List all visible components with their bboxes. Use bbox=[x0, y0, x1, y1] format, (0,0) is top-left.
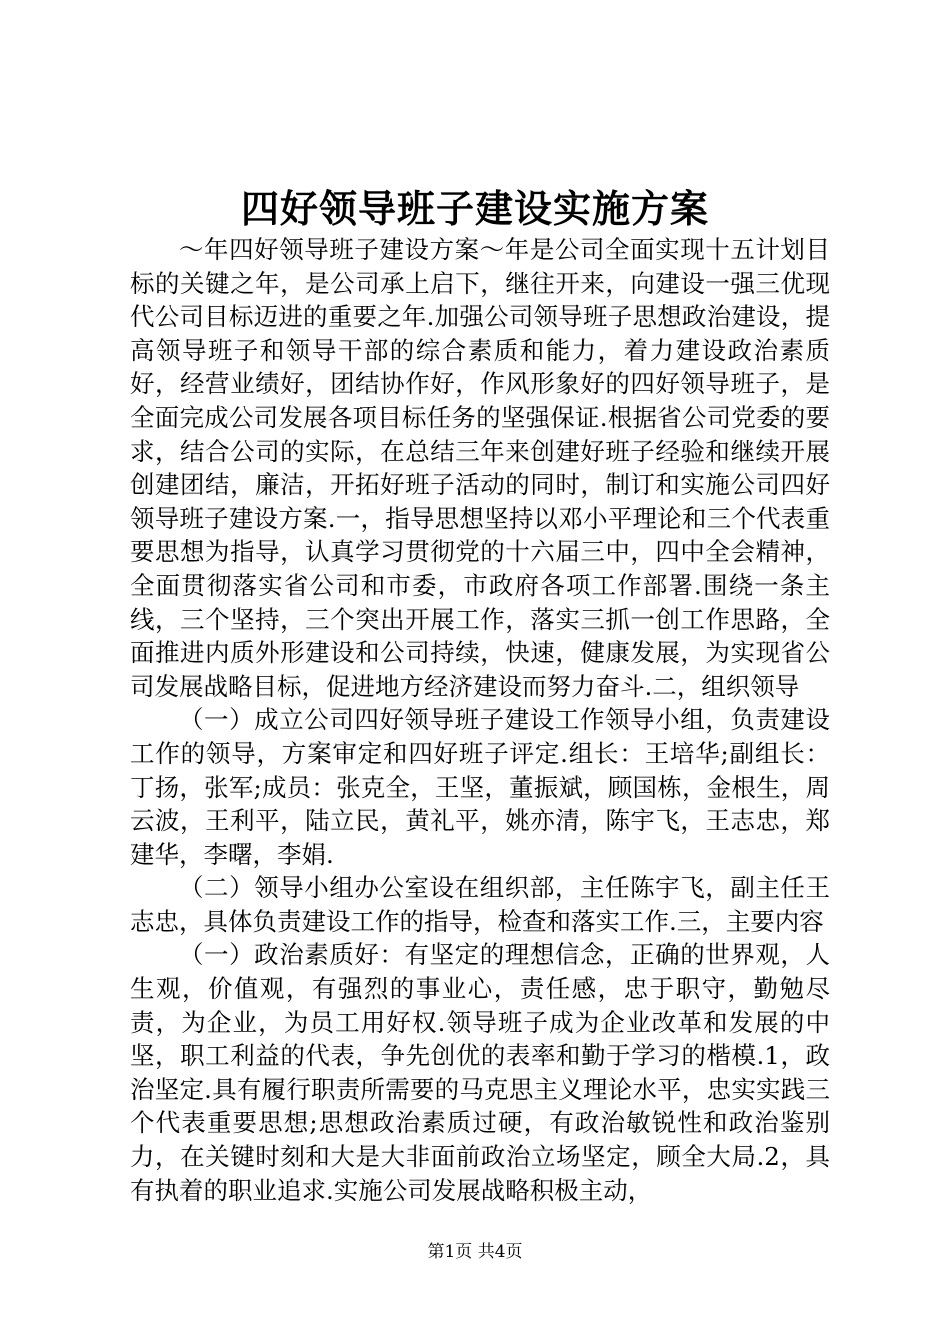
body-paragraph-3: （二）领导小组办公室设在组织部，主任陈宇飞，副主任王志忠，具体负责建设工作的指导，检查和落实工作.三，主要内容 bbox=[130, 873, 830, 936]
document-title: 四好领导班子建设实施方案 bbox=[240, 186, 709, 231]
body-paragraph-1: ～年四好领导班子建设方案～年是公司全面实现十五计划目标的关键之年，是公司承上启下，继往开来，向建设一强三优现代公司目标迈进的重要之年.加强公司领导班子思想政治建设，提高领导班子和领导干部的综合素质和能力，着力建设政治素质好，经营业绩好，团结协作好，作风形象好的四好领导班子，是全面完成公司发展各项目标任务的坚强保证.根据省公司党委的要求，结合公司的实际，在总结三年来创建好班子经验和继续开展创建团结，廉洁，开拓好班子活动的同时，制订和实施公司四好领导班子建设方案.一，指导思想坚持以邓小平理论和三个代表重要思想为指导，认真学习贯彻党的十六届三中，四中全会精神，全面贯彻落实省公司和市委，市政府各项工作部署.围绕一条主线，三个坚持，三个突出开展工作，落实三抓一创工作思路，全面推进内质外形建设和公司持续，快速，健康发展，为实现省公司发展战略目标，促进地方经济建设而努力奋斗.二，组织领导 bbox=[130, 235, 830, 701]
body-paragraph-2: （一）成立公司四好领导班子建设工作领导小组，负责建设工作的领导，方案审定和四好班子评定.组长：王培华;副组长：丁扬，张军;成员：张克全，王坚，董振斌，顾国栋，金根生，周云波，王利平，陆立民，黄礼平，姚亦清，陈宇飞，王志忠，郑建华，李曙，李娟. bbox=[130, 705, 830, 869]
document-body bbox=[130, 233, 830, 1207]
page-number-footer: 第1页 共4页 bbox=[427, 1242, 523, 1262]
body-paragraph-4: （一）政治素质好：有坚定的理想信念，正确的世界观，人生观，价值观，有强烈的事业心，责任感，忠于职守，勤勉尽责，为企业，为员工用好权.领导班子成为企业改革和发展的中坚，职工利益的代表，争先创优的表率和勤于学习的楷模.1，政治坚定.具有履行职责所需要的马克思主义理论水平，忠实实践三个代表重要思想;思想政治素质过硬，有政治敏锐性和政治鉴别力，在关键时刻和大是大非面前政治立场坚定，顾全大局.2，具有执着的职业追求.实施公司发展战略积极主动， bbox=[130, 940, 830, 1205]
